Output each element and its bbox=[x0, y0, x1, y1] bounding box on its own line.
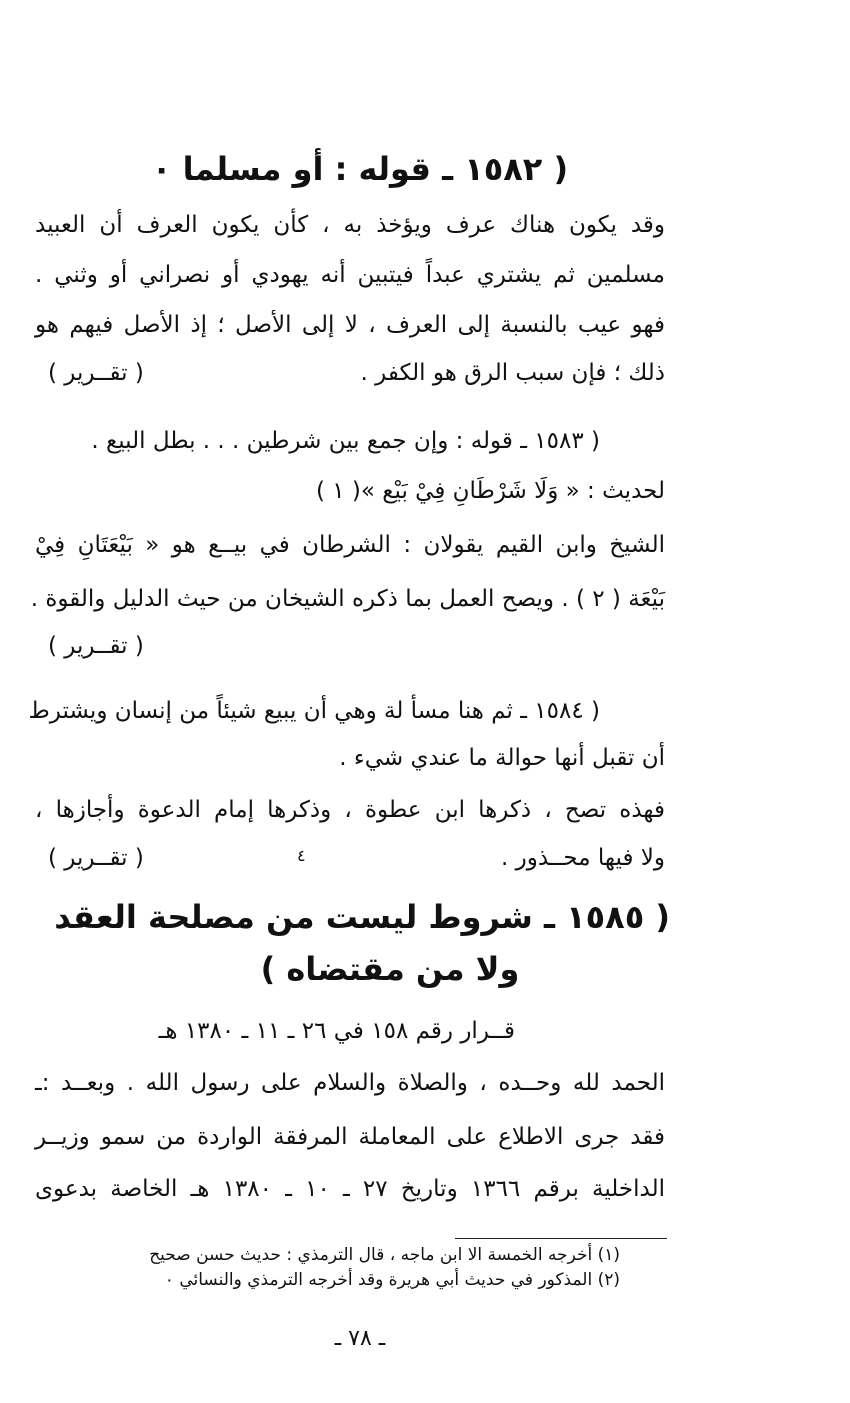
source-note-taqrir: ( تقــرير ) bbox=[48, 633, 144, 659]
paragraph-line: فهو عيب بالنسبة إلى العرف ، لا إلى الأصل ؛ إذ الأصل فيهم هو bbox=[35, 312, 665, 338]
paragraph-line: وقد يكون هناك عرف ويؤخذ به ، كأن يكون العرف أن العبيد bbox=[35, 212, 665, 238]
page-number: ـ ٧٨ ـ bbox=[334, 1326, 386, 1351]
footnote-divider bbox=[455, 1238, 667, 1239]
heading-1582: ( ١٥٨٢ ـ قوله : أو مسلما ‎٠ bbox=[151, 150, 569, 188]
heading-1585-line1: ( ١٥٨٥ ـ شروط ليست من مصلحة العقد bbox=[54, 898, 670, 936]
paragraph-line: فهذه تصح ، ذكرها ابن عطوة ، وذكرها إمام الدعوة وأجازها ، bbox=[35, 797, 665, 823]
paragraph-line: بَيْعَة ( ٢ ) . ويصح العمل بما ذكره الشيخان من حيث الدليل والقوة . bbox=[30, 586, 665, 612]
paragraph-line: ذلك ؛ فإن سبب الرق هو الكفر . bbox=[360, 360, 665, 386]
paragraph-line: أن تقبل أنها حوالة ما عندي شيء . bbox=[339, 745, 665, 771]
source-note-taqrir: ( تقــرير ) bbox=[48, 360, 144, 386]
source-note-taqrir: ( تقــرير ) bbox=[48, 845, 144, 871]
paragraph-line: الحمد لله وحــده ، والصلاة والسلام على رسول الله . وبعــد :ـ bbox=[35, 1070, 665, 1096]
paragraph-line: الداخلية برقم ١٣٦٦ وتاريخ ٢٧ ـ ١٠ ـ ١٣٨٠ هـ الخاصة بدعوى bbox=[35, 1176, 665, 1202]
heading-1585-line2: ولا من مقتضاه ) bbox=[260, 950, 520, 988]
paragraph-line: مسلمين ثم يشتري عبداً فيتبين أنه يهودي أو نصراني أو وثني . bbox=[35, 262, 665, 288]
paragraph-line: فقد جرى الاطلاع على المعاملة المرفقة الواردة من سمو وزيــر bbox=[35, 1124, 665, 1150]
margin-mark: ٤ bbox=[297, 846, 306, 865]
paragraph-line: لحديث : « وَلَا شَرْطَانِ فِيْ بَيْع »( ١ ) bbox=[315, 478, 665, 504]
decision-number: قــرار رقم ١٥٨ في ٢٦ ـ ١١ ـ ١٣٨٠ هـ bbox=[158, 1018, 515, 1044]
footnote-2: (٢) المذكور في حديث أبي هريرة وقد أخرجه الترمذي والنسائي ‎٠ bbox=[164, 1270, 620, 1290]
paragraph-line: الشيخ وابن القيم يقولان : الشرطان في بيــع هو « بَيْعَتَانِ فِيْ bbox=[35, 532, 665, 558]
footnote-1: (١) أخرجه الخمسة الا ابن ماجه ، قال الترمذي : حديث حسن صحيح bbox=[149, 1245, 620, 1265]
heading-1583: ( ١٥٨٣ ـ قوله : وإن جمع بين شرطين . . . بطل البيع . bbox=[91, 428, 600, 454]
heading-1584: ( ١٥٨٤ ـ ثم هنا مسأ لة وهي أن يبيع شيئاً من إنسان ويشترط bbox=[28, 698, 600, 724]
paragraph-line: ولا فيها محــذور . bbox=[501, 845, 665, 871]
